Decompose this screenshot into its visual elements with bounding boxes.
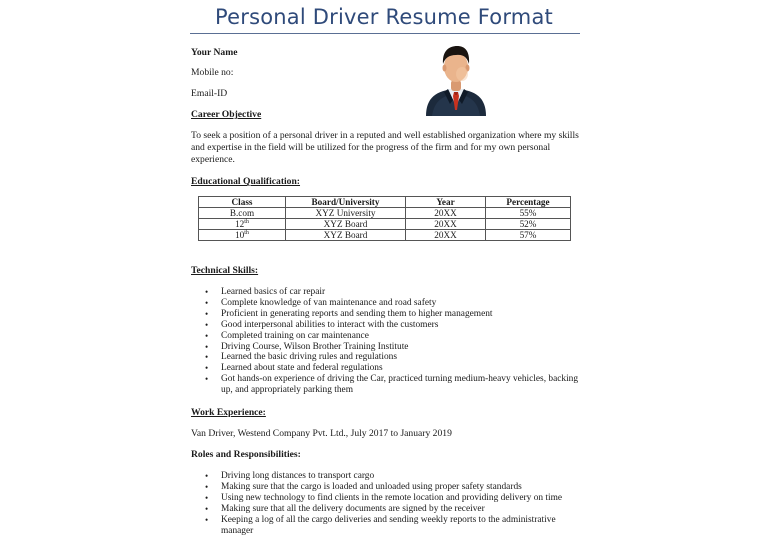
list-item: • Driving long distances to transport cargo	[221, 471, 581, 482]
list-item: • Driving Course, Wilson Brother Training Institute	[221, 342, 581, 353]
list-item: • Learned the basic driving rules and regulations	[221, 352, 581, 363]
roles-list	[191, 471, 581, 536]
column-header: Class	[199, 197, 286, 208]
profile-avatar	[422, 40, 490, 116]
list-item: • Complete knowledge of van maintenance and road safety	[221, 298, 581, 309]
table-cell-class	[199, 219, 286, 230]
class-suffix: th	[244, 218, 249, 225]
table-row	[199, 219, 571, 230]
table-cell-percentage: 57%	[486, 230, 571, 241]
table-cell-class	[199, 208, 286, 219]
education-table-header	[199, 197, 571, 208]
title-divider	[190, 33, 580, 34]
list-item: • Got hands-on experience of driving the Car, practiced turning medium-heavy vehicles, backing up, and appropriately parking them	[221, 374, 581, 396]
education-heading: Educational Qualification:	[191, 176, 301, 187]
class-value: B.com	[229, 208, 255, 218]
list-item: • Making sure that the cargo is loaded and unloaded using proper safety standards	[221, 482, 581, 493]
class-value: 12	[235, 219, 245, 229]
name-label: Your Name	[191, 47, 238, 58]
list-item: • Learned about state and federal regulations	[221, 363, 581, 374]
class-suffix: th	[244, 229, 249, 236]
table-cell-percentage: 55%	[486, 208, 571, 219]
list-item: • Making sure that all the delivery documents are signed by the receiver	[221, 504, 581, 515]
list-item: • Proficient in generating reports and sending them to higher management	[221, 309, 581, 320]
table-cell-year: 20XX	[406, 230, 486, 241]
roles-heading: Roles and Responsibilities:	[191, 449, 301, 460]
document-title: Personal Driver Resume Format	[215, 5, 553, 29]
table-cell-class	[199, 230, 286, 241]
table-cell-percentage: 52%	[486, 219, 571, 230]
technical-skills-heading: Technical Skills:	[191, 265, 259, 276]
table-cell-year: 20XX	[406, 219, 486, 230]
column-header: Percentage	[486, 197, 571, 208]
table-row	[199, 208, 571, 219]
technical-skills-list	[191, 287, 581, 396]
table-cell-year: 20XX	[406, 208, 486, 219]
mobile-label: Mobile no:	[191, 67, 234, 78]
work-experience-text: Van Driver, Westend Company Pvt. Ltd., July 2017 to January 2019	[191, 428, 452, 439]
class-value: 10	[235, 230, 245, 240]
email-label: Email-ID	[191, 88, 228, 99]
list-item: • Keeping a log of all the cargo deliveries and sending weekly reports to the administrative manager	[221, 515, 581, 537]
career-objective-text: To seek a position of a personal driver in a reputed and well established organization where my skills and expertise in the field will be utilized for the progress of the firm and for my own personal experience.	[191, 130, 579, 165]
career-objective-heading: Career Objective	[191, 109, 262, 120]
list-item: • Using new technology to find clients in the remote location and providing delivery on time	[221, 493, 581, 504]
table-cell-board: XYZ Board	[286, 230, 406, 241]
table-cell-board: XYZ University	[286, 208, 406, 219]
list-item: • Good interpersonal abilities to interact with the customers	[221, 320, 581, 331]
column-header: Board/University	[286, 197, 406, 208]
list-item: • Completed training on car maintenance	[221, 331, 581, 342]
table-cell-board: XYZ Board	[286, 219, 406, 230]
table-row	[199, 230, 571, 241]
column-header: Year	[406, 197, 486, 208]
list-item: • Learned basics of car repair	[221, 287, 581, 298]
work-experience-heading: Work Experience:	[191, 407, 266, 418]
education-table	[198, 196, 571, 241]
